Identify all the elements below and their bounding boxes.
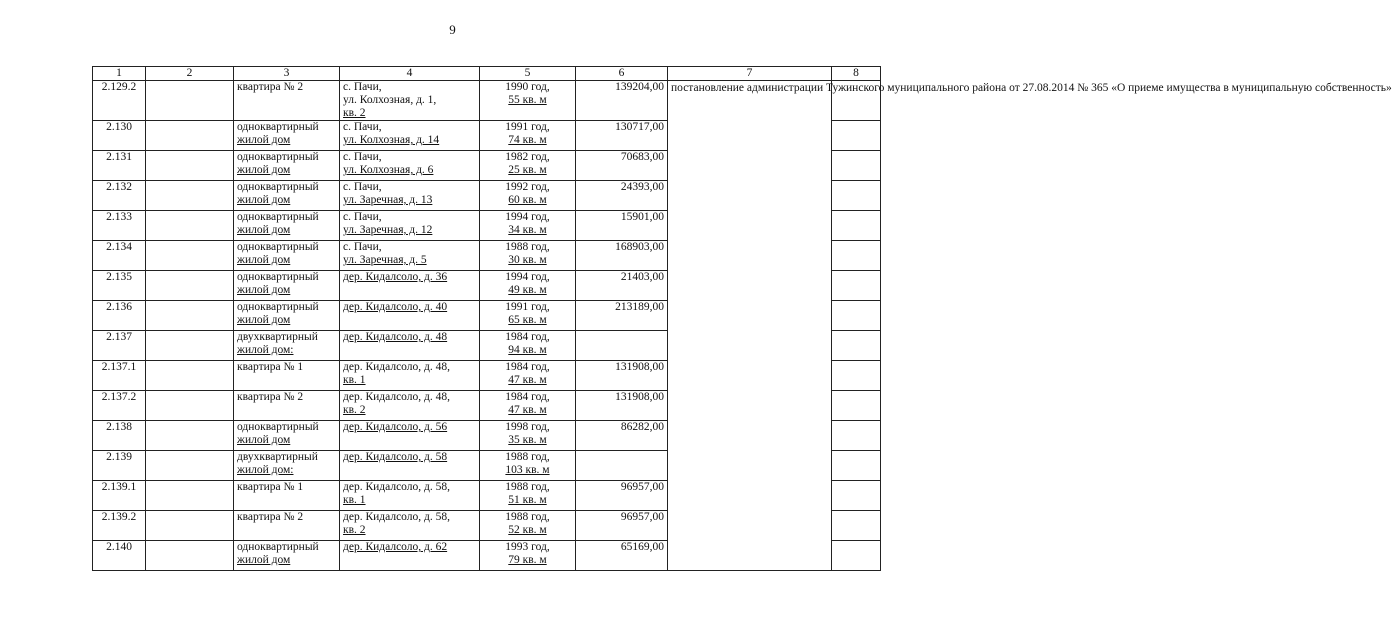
cell-line: 1991 год, xyxy=(505,121,550,133)
column-header: 5 xyxy=(480,67,576,81)
column-2-cell xyxy=(146,151,234,181)
object-name-cell xyxy=(234,121,340,151)
cell-line: жилой дом xyxy=(237,164,291,176)
column-header: 1 xyxy=(93,67,146,81)
object-name-cell xyxy=(234,481,340,511)
column-2-cell xyxy=(146,361,234,391)
column-header: 6 xyxy=(576,67,668,81)
cell-line: 60 кв. м xyxy=(508,194,547,206)
column-2-cell xyxy=(146,391,234,421)
cell-line: 47 кв. м xyxy=(508,404,547,416)
cost-cell: 131908,00 xyxy=(576,391,668,421)
address-cell xyxy=(340,81,480,121)
year-area-cell xyxy=(480,151,576,181)
year-area-cell xyxy=(480,211,576,241)
column-8-cell xyxy=(832,361,881,391)
cell-line: одноквартирный xyxy=(237,421,319,433)
cost-cell: 70683,00 xyxy=(576,151,668,181)
cell-line: 1988 год, xyxy=(505,451,550,463)
column-8-cell xyxy=(832,121,881,151)
year-area-cell xyxy=(480,181,576,211)
address-cell xyxy=(340,541,480,571)
year-area-cell xyxy=(480,121,576,151)
row-number-cell: 2.139.2 xyxy=(93,511,146,541)
cell-line: дер. Кидалсоло, д. 58, xyxy=(343,511,450,523)
cell-line: ул. Колхозная, д. 14 xyxy=(343,134,440,146)
address-cell xyxy=(340,301,480,331)
year-area-cell xyxy=(480,301,576,331)
cell-line: дер. Кидалсоло, д. 58 xyxy=(343,451,448,463)
cell-line: дер. Кидалсоло, д. 40 xyxy=(343,301,448,313)
address-cell xyxy=(340,511,480,541)
year-area-cell xyxy=(480,541,576,571)
cost-cell xyxy=(576,331,668,361)
cell-line: жилой дом xyxy=(237,224,291,236)
cell-line: одноквартирный xyxy=(237,121,319,133)
object-name-cell xyxy=(234,421,340,451)
address-cell xyxy=(340,421,480,451)
cell-line: жилой дом xyxy=(237,284,291,296)
address-cell xyxy=(340,331,480,361)
cost-cell: 96957,00 xyxy=(576,511,668,541)
cell-line: 1984 год, xyxy=(505,391,550,403)
column-header: 8 xyxy=(832,67,881,81)
address-cell xyxy=(340,121,480,151)
year-area-cell xyxy=(480,271,576,301)
column-2-cell xyxy=(146,331,234,361)
year-area-cell xyxy=(480,481,576,511)
column-2-cell xyxy=(146,81,234,121)
row-number-cell: 2.129.2 xyxy=(93,81,146,121)
row-number-cell: 2.131 xyxy=(93,151,146,181)
page-number: 9 xyxy=(449,22,456,37)
property-registry-table xyxy=(92,66,1392,571)
row-number-cell: 2.140 xyxy=(93,541,146,571)
object-name-cell xyxy=(234,241,340,271)
column-2-cell xyxy=(146,421,234,451)
object-name-cell xyxy=(234,211,340,241)
column-8-cell xyxy=(832,481,881,511)
cell-line: дер. Кидалсоло, д. 56 xyxy=(343,421,448,433)
column-8-cell xyxy=(832,271,881,301)
cell-line: с. Пачи, xyxy=(343,211,382,223)
cell-line: двухквартирный xyxy=(237,331,318,343)
cell-line: дер. Кидалсоло, д. 48 xyxy=(343,331,448,343)
cost-cell: 213189,00 xyxy=(576,301,668,331)
cost-cell: 21403,00 xyxy=(576,271,668,301)
cell-line: жилой дом xyxy=(237,194,291,206)
cell-line: жилой дом: xyxy=(237,464,294,476)
address-cell xyxy=(340,391,480,421)
object-name-cell xyxy=(234,391,340,421)
cell-line: кв. 1 xyxy=(343,374,366,386)
cell-line: двухквартирный xyxy=(237,451,318,463)
cell-line: 65 кв. м xyxy=(508,314,547,326)
address-cell xyxy=(340,181,480,211)
cost-cell: 139204,00 xyxy=(576,81,668,121)
cell-line: 1994 год, xyxy=(505,271,550,283)
row-number-cell: 2.139.1 xyxy=(93,481,146,511)
object-name-cell xyxy=(234,271,340,301)
cell-line: кв. 2 xyxy=(343,524,366,536)
cell-line: 1988 год, xyxy=(505,241,550,253)
cell-line: одноквартирный xyxy=(237,541,319,553)
address-cell xyxy=(340,271,480,301)
object-name-cell xyxy=(234,151,340,181)
year-area-cell xyxy=(480,81,576,121)
object-name-cell xyxy=(234,361,340,391)
basis-document-cell: постановление администрации Тужинского муниципального района от 27.08.2014 № 365 «О приеме имущества в муниципальную собственность» xyxy=(668,81,832,571)
cell-line: 52 кв. м xyxy=(508,524,547,536)
cell-line: 1992 год, xyxy=(505,181,550,193)
cell-line: одноквартирный xyxy=(237,271,319,283)
object-name-cell xyxy=(234,81,340,121)
cell-line: 94 кв. м xyxy=(508,344,547,356)
cell-line: 55 кв. м xyxy=(508,94,547,106)
column-header: 4 xyxy=(340,67,480,81)
cost-cell: 130717,00 xyxy=(576,121,668,151)
cell-line: одноквартирный xyxy=(237,181,319,193)
column-2-cell xyxy=(146,271,234,301)
cell-line: одноквартирный xyxy=(237,151,319,163)
object-name-cell xyxy=(234,301,340,331)
cell-line: 1994 год, xyxy=(505,211,550,223)
column-8-cell xyxy=(832,181,881,211)
cell-line: 1991 год, xyxy=(505,301,550,313)
cell-line: дер. Кидалсоло, д. 62 xyxy=(343,541,448,553)
cell-line: ул. Заречная, д. 12 xyxy=(343,224,433,236)
cell-line: кв. 2 xyxy=(343,107,366,119)
row-number-cell: 2.130 xyxy=(93,121,146,151)
cell-line: 1998 год, xyxy=(505,421,550,433)
object-name-cell xyxy=(234,181,340,211)
cell-line: жилой дом: xyxy=(237,344,294,356)
row-number-cell: 2.134 xyxy=(93,241,146,271)
cell-line: с. Пачи, xyxy=(343,181,382,193)
column-8-cell xyxy=(832,511,881,541)
cell-line: 79 кв. м xyxy=(508,554,547,566)
object-name-cell xyxy=(234,451,340,481)
column-2-cell xyxy=(146,181,234,211)
cell-line: 1984 год, xyxy=(505,331,550,343)
cell-line: жилой дом xyxy=(237,434,291,446)
column-2-cell xyxy=(146,451,234,481)
column-8-cell xyxy=(832,211,881,241)
column-2-cell xyxy=(146,241,234,271)
cell-line: дер. Кидалсоло, д. 48, xyxy=(343,391,450,403)
cell-line: жилой дом xyxy=(237,554,291,566)
table-body xyxy=(93,81,1392,571)
cell-line: 1988 год, xyxy=(505,481,550,493)
row-number-cell: 2.137.1 xyxy=(93,361,146,391)
cell-line: квартира № 2 xyxy=(237,81,304,93)
cell-line: 1993 год, xyxy=(505,541,550,553)
cell-line: 1988 год, xyxy=(505,511,550,523)
column-8-cell xyxy=(832,151,881,181)
object-name-cell xyxy=(234,511,340,541)
cell-line: дер. Кидалсоло, д. 36 xyxy=(343,271,448,283)
cell-line: 47 кв. м xyxy=(508,374,547,386)
year-area-cell xyxy=(480,421,576,451)
cost-cell: 168903,00 xyxy=(576,241,668,271)
cell-line: 51 кв. м xyxy=(508,494,547,506)
column-header: 2 xyxy=(146,67,234,81)
year-area-cell xyxy=(480,511,576,541)
cell-line: 34 кв. м xyxy=(508,224,547,236)
address-cell xyxy=(340,241,480,271)
row-number-cell: 2.133 xyxy=(93,211,146,241)
cell-line: с. Пачи, xyxy=(343,241,382,253)
column-8-cell xyxy=(832,421,881,451)
row-number-cell: 2.135 xyxy=(93,271,146,301)
year-area-cell xyxy=(480,241,576,271)
cost-cell: 131908,00 xyxy=(576,361,668,391)
cell-line: одноквартирный xyxy=(237,241,319,253)
cell-line: квартира № 1 xyxy=(237,481,304,493)
column-header: 7 xyxy=(668,67,832,81)
cell-line: ул. Заречная, д. 13 xyxy=(343,194,433,206)
cell-line: жилой дом xyxy=(237,314,291,326)
row-number-cell: 2.137 xyxy=(93,331,146,361)
cell-line: 35 кв. м xyxy=(508,434,547,446)
cost-cell xyxy=(576,451,668,481)
cell-line: квартира № 2 xyxy=(237,511,304,523)
column-2-cell xyxy=(146,121,234,151)
cell-line: с. Пачи, xyxy=(343,81,382,93)
cell-line: одноквартирный xyxy=(237,301,319,313)
address-cell xyxy=(340,151,480,181)
cell-line: 74 кв. м xyxy=(508,134,547,146)
cell-line: квартира № 2 xyxy=(237,391,304,403)
cell-line: 103 кв. м xyxy=(505,464,550,476)
cell-line: 30 кв. м xyxy=(508,254,547,266)
column-8-cell xyxy=(832,331,881,361)
column-2-cell xyxy=(146,511,234,541)
cell-line: дер. Кидалсоло, д. 58, xyxy=(343,481,450,493)
column-2-cell xyxy=(146,301,234,331)
cell-line: жилой дом xyxy=(237,134,291,146)
column-8-cell xyxy=(832,541,881,571)
address-cell xyxy=(340,451,480,481)
cell-line: ул. Колхозная, д. 6 xyxy=(343,164,434,176)
cell-line: 49 кв. м xyxy=(508,284,547,296)
cost-cell: 65169,00 xyxy=(576,541,668,571)
cost-cell: 96957,00 xyxy=(576,481,668,511)
cell-line: ул. Колхозная, д. 1, xyxy=(343,94,437,106)
cost-cell: 24393,00 xyxy=(576,181,668,211)
cell-line: кв. 1 xyxy=(343,494,366,506)
year-area-cell xyxy=(480,451,576,481)
row-number-cell: 2.132 xyxy=(93,181,146,211)
cell-line: дер. Кидалсоло, д. 48, xyxy=(343,361,450,373)
column-8-cell xyxy=(832,391,881,421)
cell-line: 1982 год, xyxy=(505,151,550,163)
column-2-cell xyxy=(146,211,234,241)
year-area-cell xyxy=(480,331,576,361)
cell-line: ул. Заречная, д. 5 xyxy=(343,254,427,266)
cell-line: кв. 2 xyxy=(343,404,366,416)
address-cell xyxy=(340,481,480,511)
cost-cell: 15901,00 xyxy=(576,211,668,241)
year-area-cell xyxy=(480,391,576,421)
cell-line: с. Пачи, xyxy=(343,121,382,133)
cell-line: 25 кв. м xyxy=(508,164,547,176)
table-row xyxy=(93,81,881,121)
column-8-cell xyxy=(832,241,881,271)
cell-line: квартира № 1 xyxy=(237,361,304,373)
column-8-cell xyxy=(832,301,881,331)
object-name-cell xyxy=(234,541,340,571)
cell-line: одноквартирный xyxy=(237,211,319,223)
column-2-cell xyxy=(146,541,234,571)
row-number-cell: 2.137.2 xyxy=(93,391,146,421)
cell-line: 1990 год, xyxy=(505,81,550,93)
year-area-cell xyxy=(480,361,576,391)
address-cell xyxy=(340,211,480,241)
row-number-cell: 2.139 xyxy=(93,451,146,481)
row-number-cell: 2.138 xyxy=(93,421,146,451)
object-name-cell xyxy=(234,331,340,361)
address-cell xyxy=(340,361,480,391)
cell-line: жилой дом xyxy=(237,254,291,266)
cost-cell: 86282,00 xyxy=(576,421,668,451)
row-number-cell: 2.136 xyxy=(93,301,146,331)
column-8-cell xyxy=(832,451,881,481)
cell-line: 1984 год, xyxy=(505,361,550,373)
cell-line: с. Пачи, xyxy=(343,151,382,163)
column-2-cell xyxy=(146,481,234,511)
header-row xyxy=(93,67,881,81)
column-header: 3 xyxy=(234,67,340,81)
